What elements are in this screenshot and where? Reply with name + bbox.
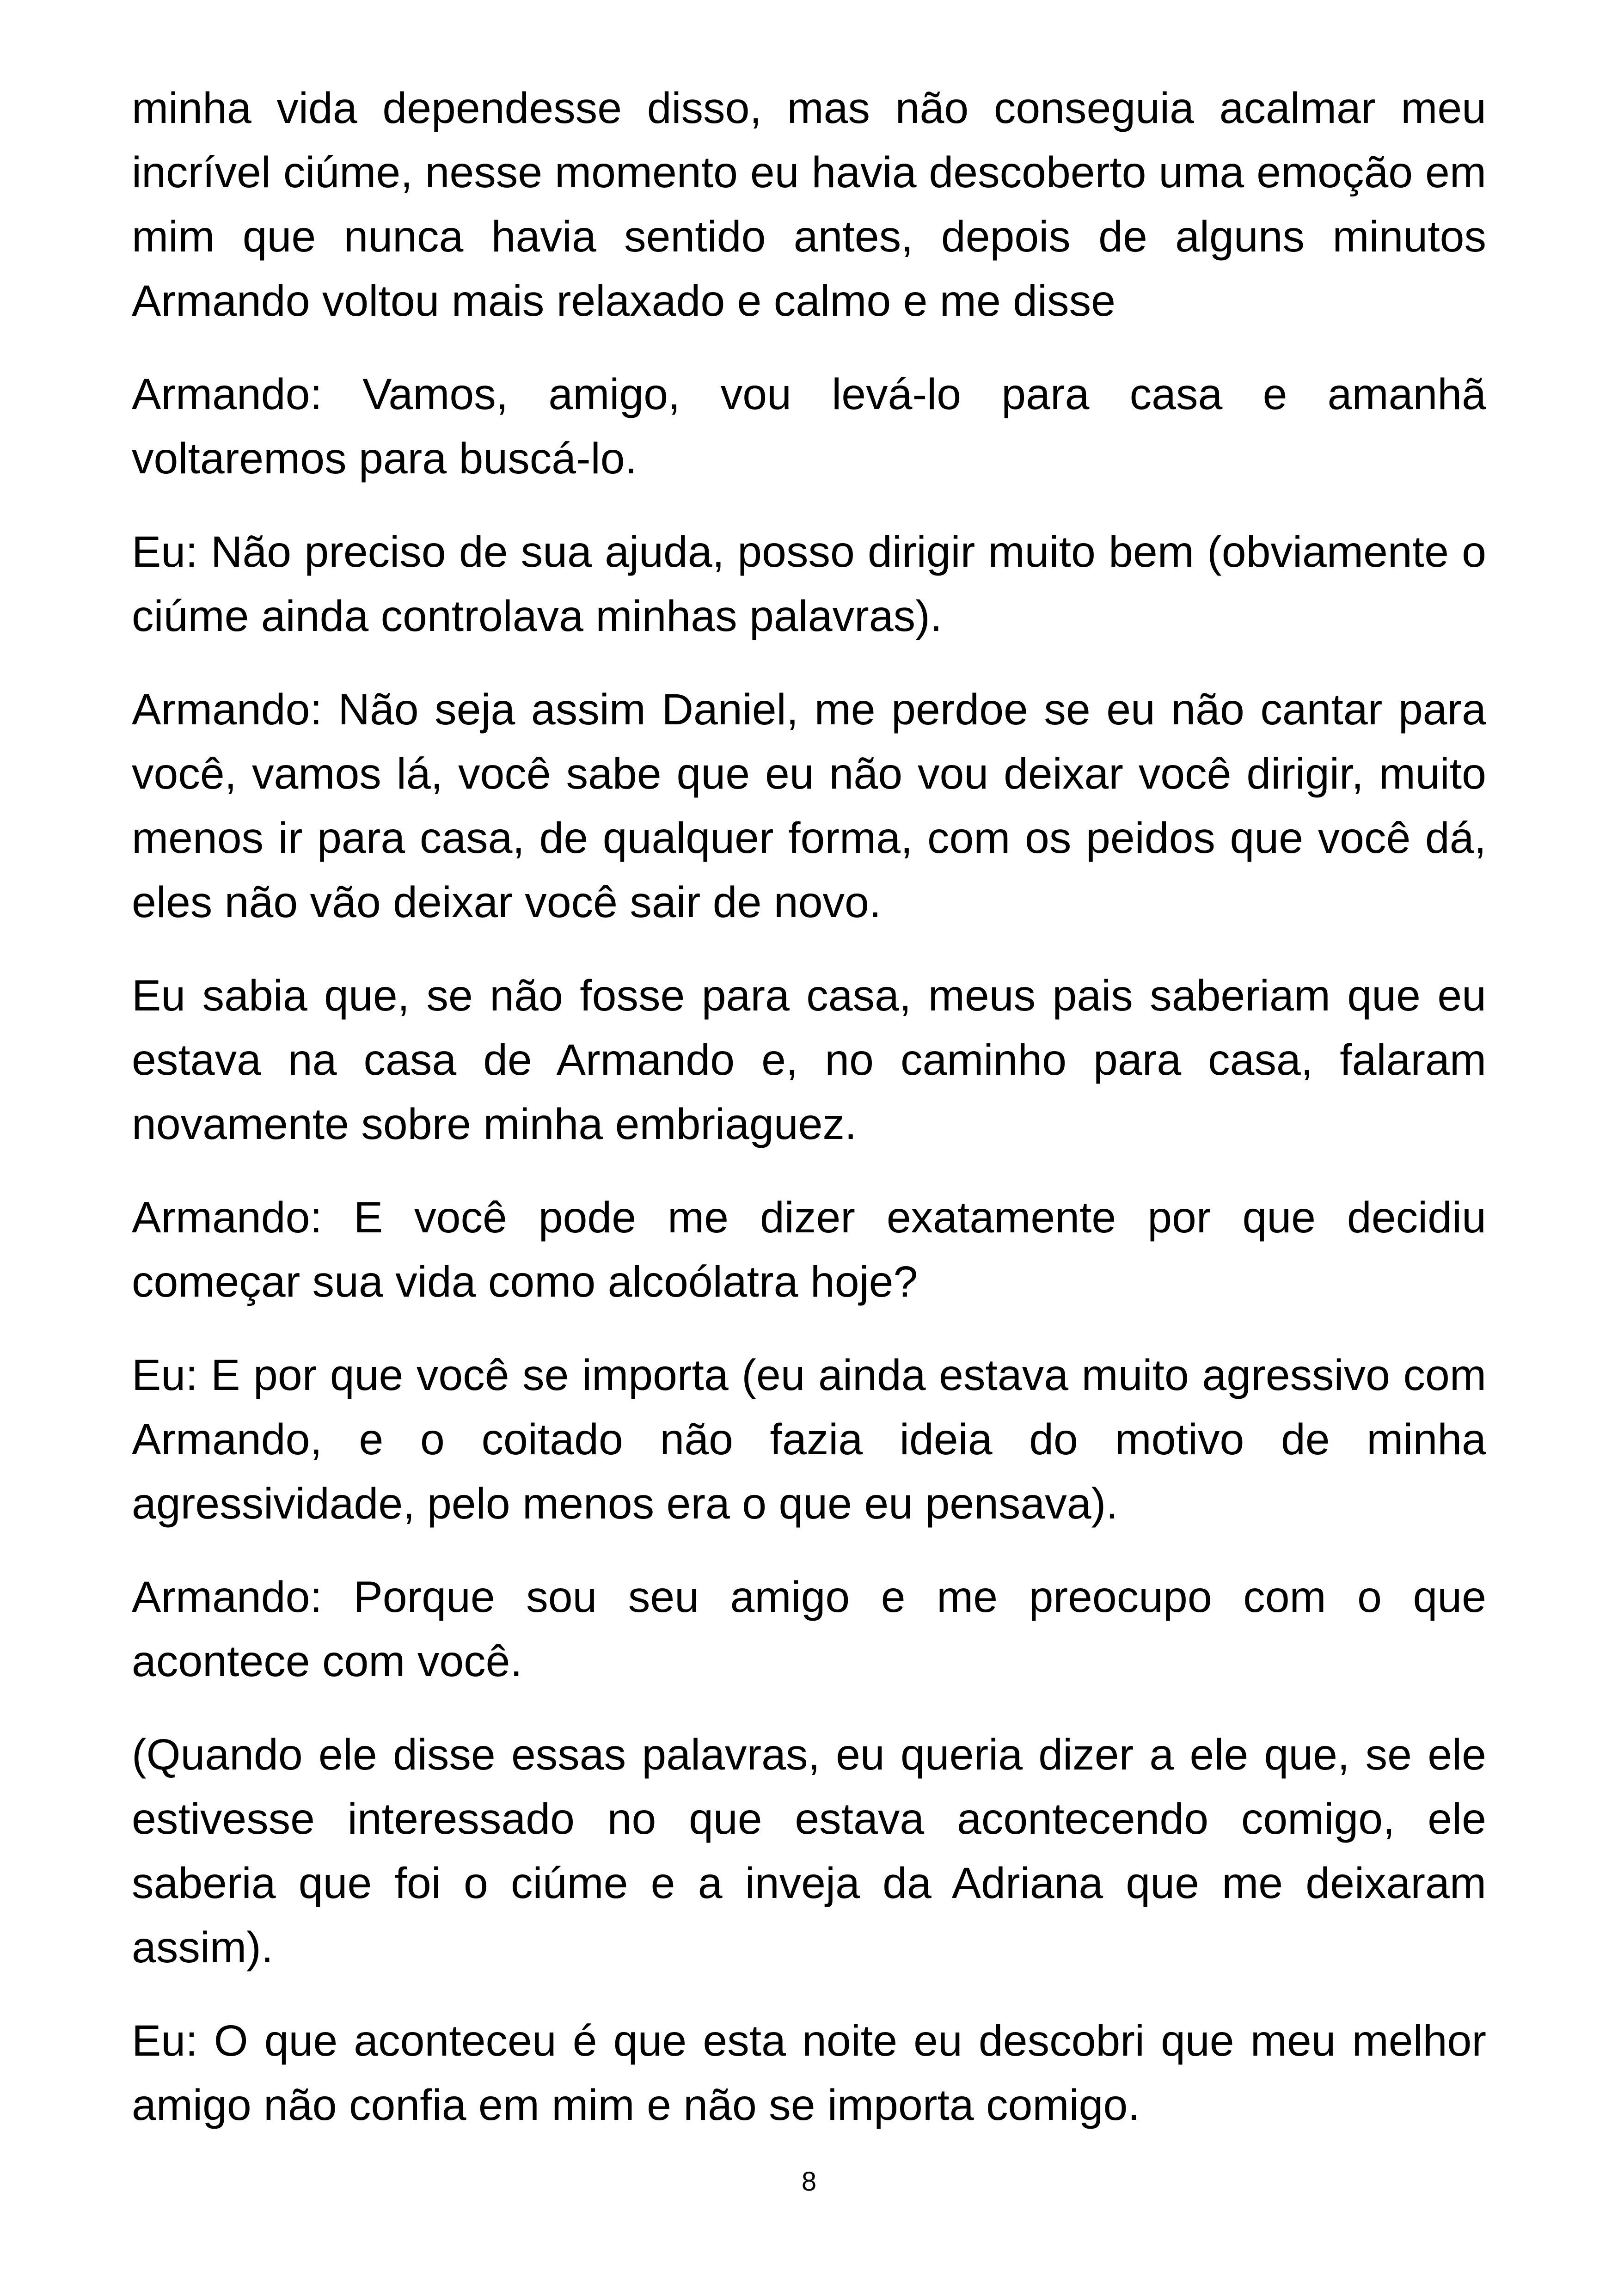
- paragraph: Armando: E você pode me dizer exatamente por que decidiu começar sua vida como alcoólatra hoje?: [132, 1193, 1486, 1306]
- paragraph: Eu: E por que você se importa (eu ainda estava muito agressivo com Armando, e o coitado não fazia ideia do motivo de minha agressividade, pelo menos era o que eu pensava).: [132, 1351, 1486, 1528]
- paragraph: Eu: O que aconteceu é que esta noite eu descobri que meu melhor amigo não confia em mim e não se importa comigo.: [132, 2016, 1486, 2130]
- page-number: 8: [801, 2167, 817, 2197]
- text-body: [132, 76, 1486, 2167]
- paragraph: Armando: Vamos, amigo, vou levá-lo para casa e amanhã voltaremos para buscá-lo.: [132, 370, 1486, 483]
- paragraph: (Quando ele disse essas palavras, eu queria dizer a ele que, se ele estivesse interessado no que estava acontecendo comigo, ele saberia que foi o ciúme e a inveja da Adriana que me deixaram assim).: [132, 1730, 1486, 1972]
- paragraph: Armando: Não seja assim Daniel, me perdoe se eu não cantar para você, vamos lá, você sabe que eu não vou deixar você dirigir, muito menos ir para casa, de qualquer forma, com os peidos que você dá, eles não vão deixar você sair de novo.: [132, 685, 1486, 927]
- paragraph: Eu sabia que, se não fosse para casa, meus pais saberiam que eu estava na casa de Armando e, no caminho para casa, falaram novamente sobre minha embriaguez.: [132, 971, 1486, 1149]
- paragraph: Eu: Não preciso de sua ajuda, posso dirigir muito bem (obviamente o ciúme ainda controlava minhas palavras).: [132, 527, 1486, 641]
- paragraph: Armando: Porque sou seu amigo e me preocupo com o que acontece com você.: [132, 1573, 1486, 1686]
- paragraph: minha vida dependesse disso, mas não conseguia acalmar meu incrível ciúme, nesse momento eu havia descoberto uma emoção em mim que nunca havia sentido antes, depois de alguns minutos Armando voltou mais relaxado e calmo e me disse: [132, 84, 1486, 325]
